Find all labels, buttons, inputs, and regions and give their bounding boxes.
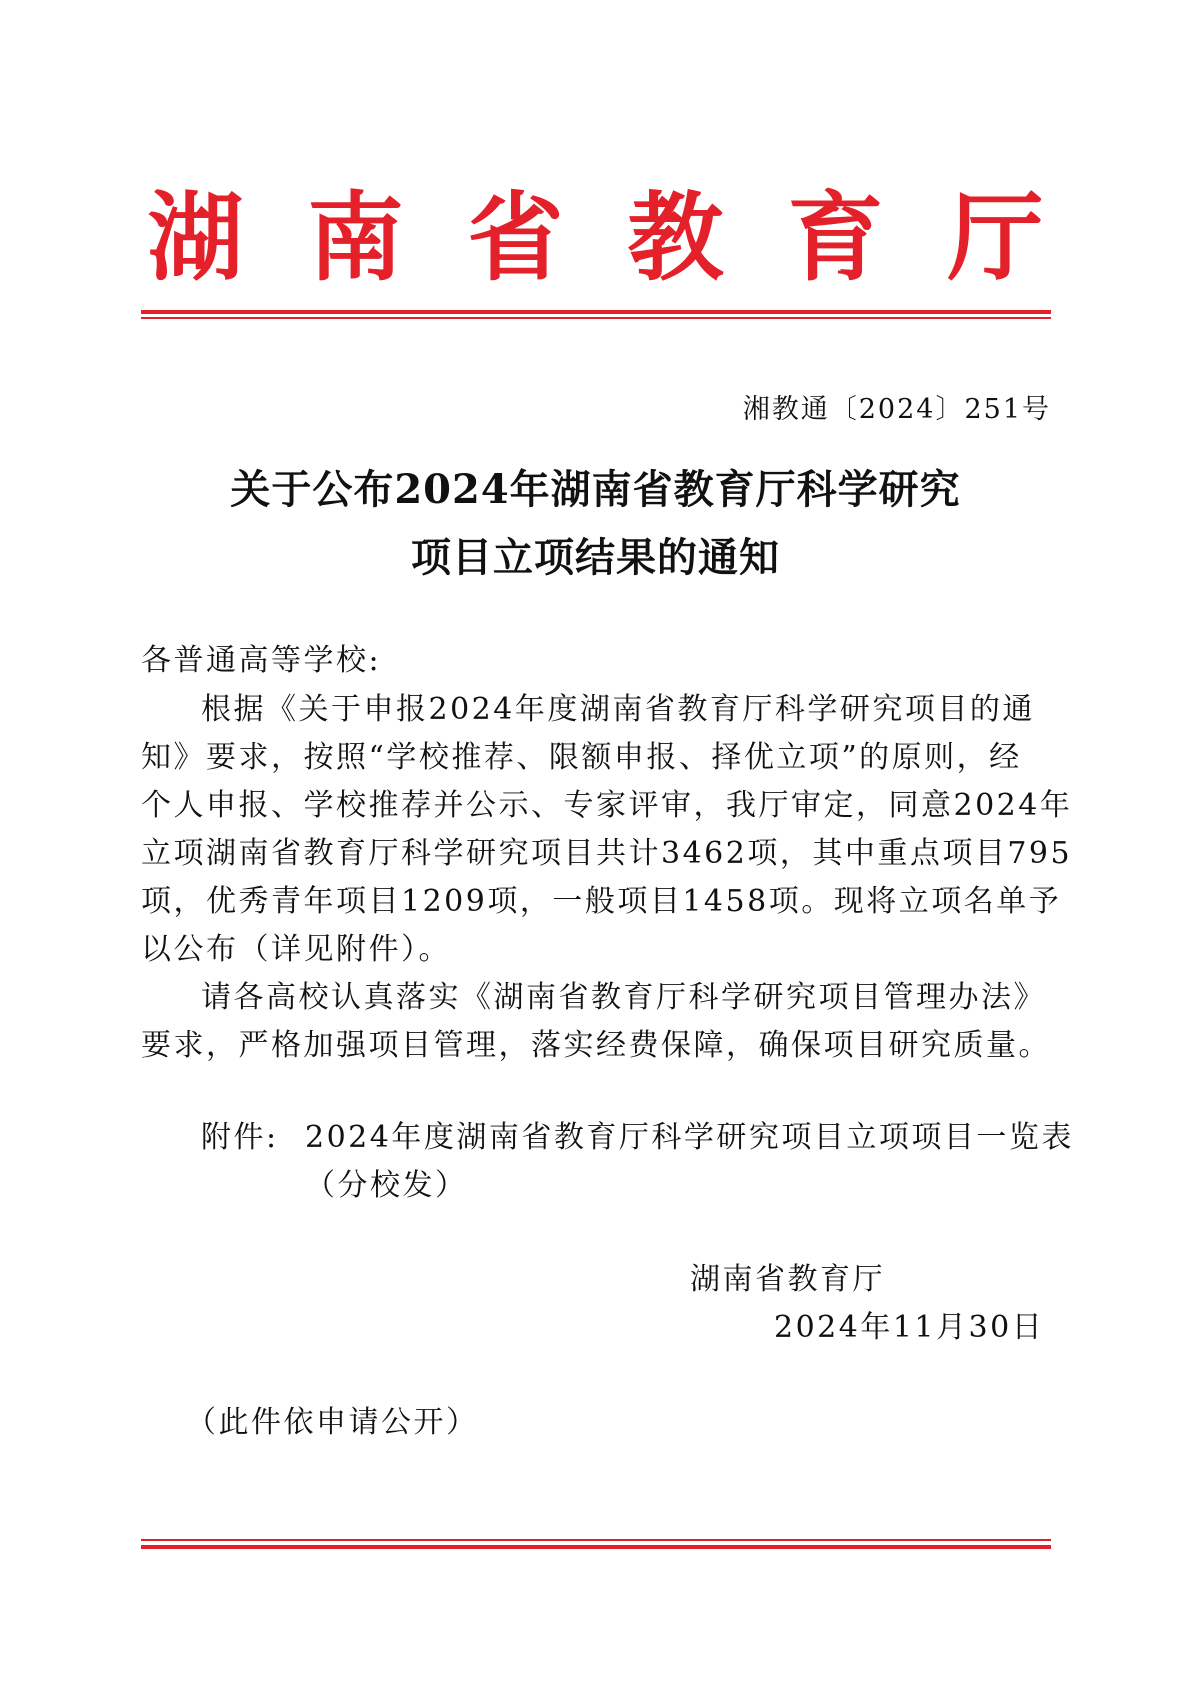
attachment-label: 附件: [201,1120,279,1155]
paragraph-1-line: 根据《关于申报2024年度湖南省教育厅科学研究项目的通 [201,692,1035,727]
document-title-line-1: 关于公布2024年湖南省教育厅科学研究 [230,466,961,513]
footer-rule-thin [141,1539,1051,1541]
paragraph-1-line: 立项湖南省教育厅科学研究项目共计3462项，其中重点项目795 [141,836,1073,871]
footer-rule-thick [141,1545,1051,1549]
paragraph-2-line: 要求，严格加强项目管理，落实经费保障，确保项目研究质量。 [141,1028,1051,1063]
issuer-heading: 湖南省教育厅 [147,182,1108,294]
attachment-note: （分校发） [305,1168,468,1203]
document-title-line-2: 项目立项结果的通知 [411,534,780,581]
signature-organization: 湖南省教育厅 [690,1262,885,1297]
paragraph-1-line: 以公布（详见附件）。 [141,932,451,967]
document-number: 湘教通〔2024〕251号 [742,394,1051,425]
paragraph-2-line: 请各高校认真落实《湖南省教育厅科学研究项目管理办法》 [201,980,1046,1015]
addressee: 各普通高等学校: [141,643,382,678]
attachment-title: 2024年度湖南省教育厅科学研究项目立项项目一览表 [305,1120,1074,1155]
paragraph-1-line: 项，优秀青年项目1209项，一般项目1458项。现将立项名单予 [141,884,1062,919]
signature-date: 2024年11月30日 [774,1310,1045,1345]
header-rule-thick [141,310,1051,314]
header-rule-thin [141,317,1051,319]
disclosure-note: （此件依申请公开） [186,1405,479,1440]
paragraph-1-line: 个人申报、学校推荐并公示、专家评审，我厅审定，同意2024年 [141,788,1073,823]
paragraph-1-line: 知》要求，按照“学校推荐、限额申报、择优立项”的原则，经 [141,740,1022,775]
